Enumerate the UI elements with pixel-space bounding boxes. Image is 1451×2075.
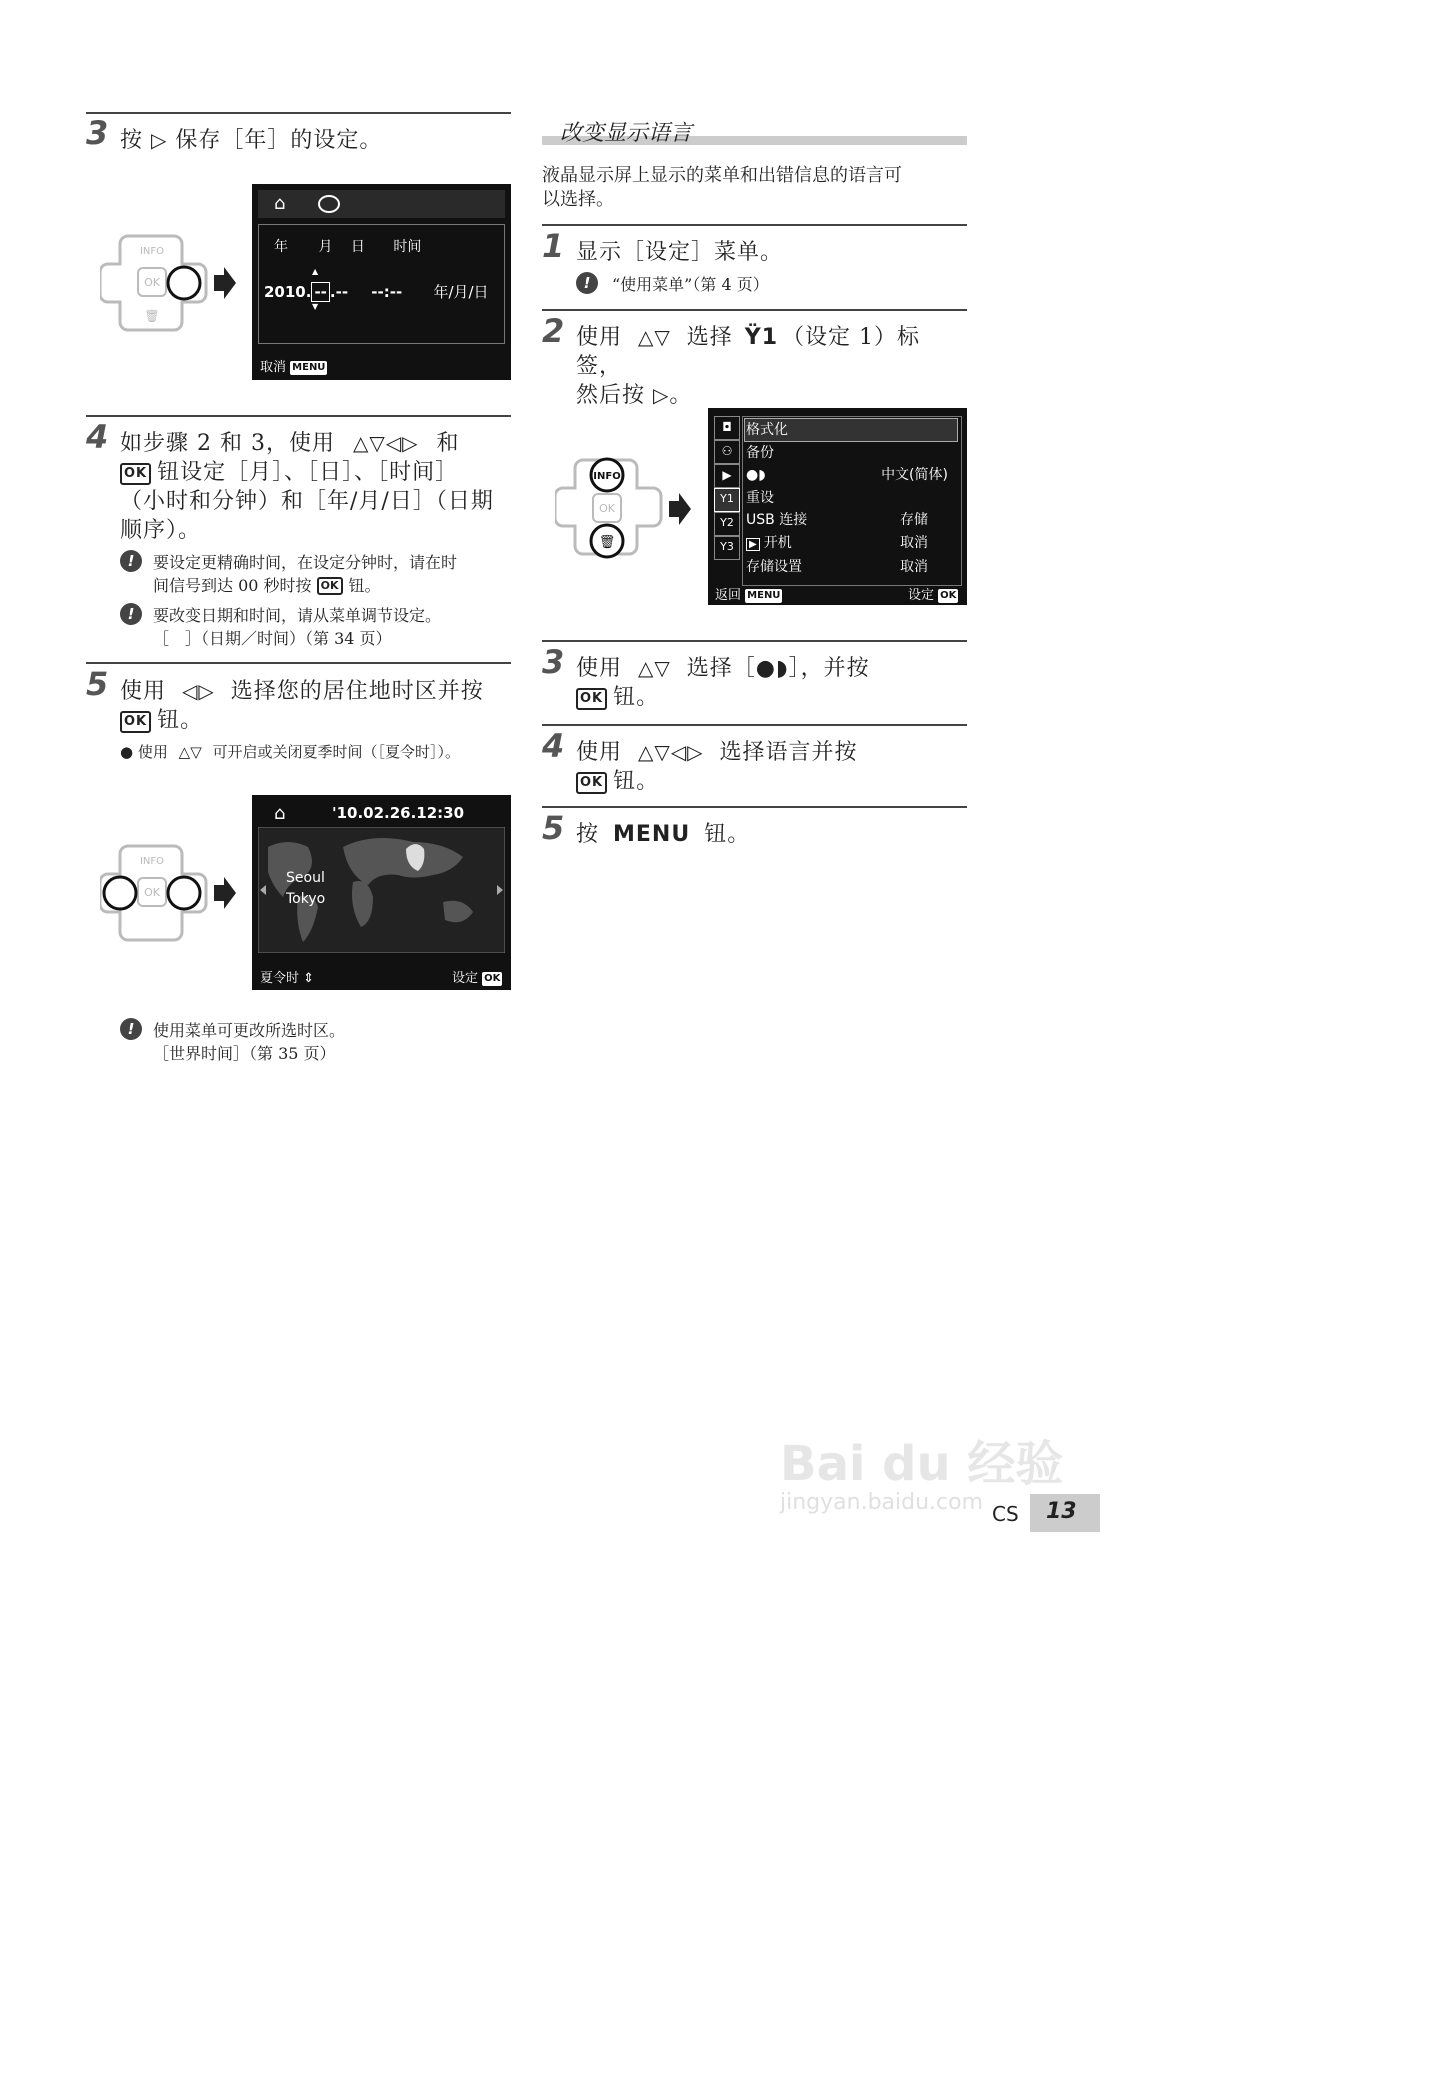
left-right-arrows-icon: ◁▷ (182, 679, 215, 703)
watermark (780, 1425, 1063, 1494)
menu-item[interactable] (746, 487, 956, 510)
step-number: 4 (542, 727, 565, 765)
text: 选择［ (686, 656, 756, 681)
svg-text:OK: OK (144, 886, 160, 899)
caution-icon: ! (120, 1018, 142, 1040)
text: 顺序）。 (120, 518, 202, 543)
note: “使用菜单”（第 4 页） (612, 275, 769, 294)
step-text (576, 738, 966, 796)
arrows-icon: △▽◁▷ (352, 431, 419, 455)
arrows-icon: △▽◁▷ (638, 740, 704, 764)
text: 使用 (576, 656, 623, 681)
text: 然后按 (576, 383, 646, 408)
menu-button-icon: MENU (292, 362, 326, 373)
up-arrow-icon: ▲ (312, 267, 319, 276)
menu-item[interactable] (746, 532, 956, 557)
text: 保存［年］的设定。 (175, 128, 383, 153)
lcd-date-setting (252, 184, 511, 380)
menu-item-value: 取消 (900, 534, 928, 551)
step-text (120, 429, 515, 545)
ok-button-icon: OK (120, 711, 151, 733)
label-month: 月 (318, 239, 333, 255)
text: 如步骤 2 和 3，使用 (120, 431, 335, 456)
step-number: 3 (542, 643, 565, 681)
step-number: 5 (86, 665, 109, 703)
menu-item-label: USB 连接 (746, 512, 808, 528)
step-number: 2 (542, 312, 565, 350)
step-text (576, 323, 966, 410)
home-icon: ⌂ (274, 803, 286, 824)
note (153, 604, 441, 650)
home-icon: ⌂ (274, 193, 286, 214)
month-value[interactable]: -- (311, 282, 329, 302)
text: 使用 (576, 325, 623, 350)
up-down-icon: ⇕ (303, 971, 315, 986)
year-value: 2010 (264, 283, 306, 301)
menu-item-value: 存储 (900, 512, 928, 528)
setup2-tab-icon[interactable]: Y2 (714, 512, 740, 536)
text: 按 (576, 822, 600, 847)
caution-icon: ! (120, 550, 142, 572)
text: ［ ］（日期／时间）（第 34 页） (153, 629, 392, 648)
label-time: 时间 (393, 239, 422, 255)
step-number: 5 (542, 809, 565, 847)
dst-label: 夏令时 (260, 971, 300, 986)
right-arrow-icon: ▷ (653, 383, 670, 407)
text: 使用 (137, 743, 168, 761)
setup1-tab-icon[interactable]: Y1 (714, 488, 740, 512)
clock-icon (318, 195, 340, 213)
menu-item-label: 重设 (746, 489, 774, 506)
text: 选择 (686, 325, 733, 350)
menu-item-label: 存储设置 (746, 559, 802, 575)
menu-item-label: 备份 (746, 444, 774, 461)
label-year: 年 (274, 239, 288, 255)
text: 间信号到达 00 秒时按 (153, 576, 312, 595)
svg-text:INFO: INFO (139, 856, 165, 867)
language-icon: ●◗ (746, 467, 766, 483)
menu-item-label: 格式化 (746, 422, 788, 438)
text: 。 (669, 383, 693, 408)
up-down-arrows-icon: △▽ (638, 656, 671, 680)
camera-tab-icon[interactable]: ◘ (714, 416, 740, 440)
lcd-world-time (252, 795, 511, 990)
menu-item[interactable] (746, 556, 956, 579)
text: 以选择。 (542, 189, 614, 210)
back-label: 返回 (715, 588, 742, 603)
set-label: 设定 (908, 588, 935, 603)
set-label: 设定 (452, 971, 479, 986)
svg-text:OK: OK (599, 502, 615, 515)
step-number: 4 (86, 418, 109, 456)
text: 选择语言并按 (719, 740, 858, 765)
menu-item-value: 取消 (900, 559, 928, 575)
text: 使用 (576, 740, 623, 765)
setup3-tab-icon[interactable]: Y3 (714, 536, 740, 560)
step-text: 显示［设定］菜单。 (576, 240, 784, 265)
menu-item-label: 开机 (763, 534, 792, 551)
view-tab-icon[interactable]: ▶ (714, 464, 740, 488)
text: 钮。 (704, 822, 751, 847)
step-text (120, 126, 382, 155)
note (153, 551, 457, 597)
label-day: 日 (350, 239, 365, 255)
dpad-diagram (100, 842, 240, 942)
text: ［世界时间］（第 35 页） (153, 1044, 336, 1063)
playback-icon: ▶ (746, 538, 760, 551)
menu-item-value: 中文(简体) (881, 467, 948, 483)
bullet-note: ● 使用 △▽ 可开启或关闭夏季时间（［夏令时］）。 (120, 743, 461, 761)
lcd-setup-menu (708, 408, 967, 605)
menu-button-label: MENU (613, 822, 691, 847)
caution-icon: ! (576, 272, 598, 294)
dpad-diagram (555, 456, 695, 562)
date-order: 年/月/日 (433, 283, 489, 301)
svg-text:INFO: INFO (139, 246, 165, 257)
ok-button-icon: OK (317, 577, 343, 595)
ok-button-icon: OK (576, 772, 607, 794)
ok-button-icon: OK (484, 973, 501, 984)
playback-tab-icon[interactable]: ⚇ (714, 440, 740, 464)
text: 钮。 (613, 769, 660, 794)
menu-item[interactable] (746, 419, 956, 442)
text: 要改变日期和时间，请从菜单调节设定。 (153, 606, 442, 625)
step-number: 1 (542, 227, 565, 265)
setup-tab-icon: Ÿ1 (744, 325, 779, 350)
text: 钮。 (157, 708, 204, 733)
step-text (120, 677, 515, 735)
step-text (576, 820, 750, 849)
up-down-arrows-icon: △▽ (638, 325, 671, 349)
datetime-value: '10.02.26.12:30 (332, 804, 465, 822)
text: 可开启或关闭夏季时间（［夏令时］）。 (212, 743, 461, 761)
time-value: --:-- (371, 283, 403, 301)
world-map (258, 827, 505, 953)
right-arrow-icon: ▷ (151, 128, 168, 152)
cancel-label: 取消 (260, 360, 287, 375)
text: 液晶显示屏上显示的菜单和出错信息的语言可 (542, 165, 902, 186)
language-code: CS (992, 1502, 1019, 1526)
text: 钮。 (613, 685, 660, 710)
down-arrow-icon: ▼ (312, 302, 319, 311)
watermark-text: Bai du 经验 (780, 1436, 1064, 1492)
watermark-url: jingyan.baidu.com (780, 1490, 984, 1515)
menu-item[interactable] (746, 464, 956, 487)
svg-text:🗑: 🗑 (598, 535, 616, 550)
ok-button-icon: OK (940, 590, 957, 601)
city-label-seoul: Seoul (286, 870, 325, 886)
step-number: 3 (86, 114, 109, 152)
text: 钮。 (348, 576, 381, 595)
note (153, 1019, 345, 1065)
text: ］，并按 (788, 656, 870, 681)
ok-button-icon: OK (576, 688, 607, 710)
separator: . (329, 283, 336, 301)
svg-text:OK: OK (144, 276, 160, 289)
section-title: 改变显示语言 (560, 121, 693, 146)
up-down-arrows-icon: △▽ (178, 743, 202, 761)
text: 按 (120, 128, 144, 153)
page-number: 13 (1046, 1499, 1077, 1524)
text: 和 (436, 431, 460, 456)
text: （小时和分钟）和［年/月/日］（日期 (120, 489, 494, 514)
menu-item[interactable] (746, 509, 956, 532)
text: 要设定更精确时间，在设定分钟时，请在时 (153, 553, 458, 572)
menu-item[interactable] (746, 442, 956, 465)
menu-button-icon: MENU (747, 590, 781, 601)
intro-text (542, 164, 902, 212)
step-text (576, 654, 966, 712)
separator: . (305, 283, 312, 301)
svg-text:INFO: INFO (593, 471, 621, 482)
city-label-tokyo: Tokyo (286, 891, 326, 907)
ok-button-icon: OK (120, 463, 151, 485)
text: 使用菜单可更改所选时区。 (153, 1021, 346, 1040)
text: 使用 (120, 679, 167, 704)
text: 选择您的居住地时区并按 (230, 679, 484, 704)
svg-text:🗑: 🗑 (144, 309, 160, 323)
dpad-diagram (100, 232, 240, 332)
language-icon: ●◗ (755, 656, 789, 681)
text: （设定 1）标签， (576, 325, 921, 379)
text: 钮设定［月］、［日］、［时间］ (157, 460, 459, 485)
day-value: -- (335, 283, 349, 301)
caution-icon: ! (120, 603, 142, 625)
